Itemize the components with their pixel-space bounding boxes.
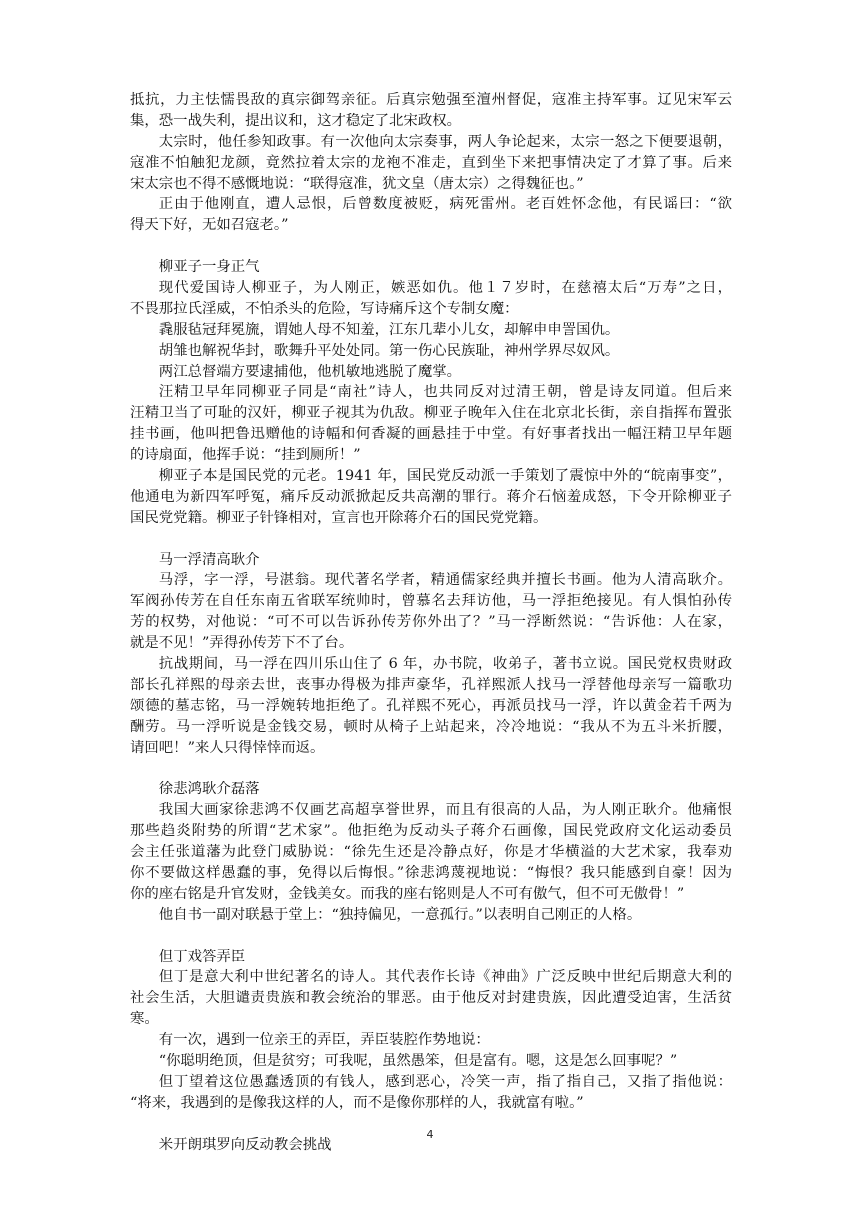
- paragraph: [130, 194, 732, 236]
- text-line: 但丁望着这位愚蠢透顶的有钱人，感到恶心，冷笑一声，指了指自己，又指了指他说：: [158, 1073, 732, 1090]
- text-line: 太宗时，他任参知政事。有一次他向太宗奏事，两人争论起来，太宗一怒之下便要退朝，: [158, 133, 732, 150]
- text-line: 就是不见！”弄得孙传芳下不了台。: [130, 635, 354, 652]
- text-line: 你的座右铭是升官发财，金钱美女。而我的座右铭则是人不可有傲气，但不可无傲骨！”: [130, 885, 685, 902]
- text-line: 酬劳。马一浮听说是金钱交易，顿时从椅子上站起来，冷冷地说：“我从不为五斗米折腰，: [130, 718, 732, 735]
- paragraph: [130, 570, 732, 654]
- section-heading: 柳亚子一身正气: [158, 259, 260, 276]
- text-line: 两江总督端方要逮捕他，他机敏地逃脱了魔掌。: [158, 363, 462, 380]
- text-line: 抗战期间，马一浮在四川乐山住了 6 年，办书院，收弟子，著书立说。国民党权贵财政: [158, 656, 732, 673]
- text-line: 寇准不怕触犯龙颜，竟然拉着太宗的龙袍不准走，直到坐下来把事情决定了才算了事。后来: [130, 154, 732, 171]
- text-line: 国民党党籍。柳亚子针锋相对，宣言也开除蒋介石的国民党党籍。: [130, 509, 548, 526]
- text-line: 颂德的墓志铭，马一浮婉转地拒绝了。孔祥熙不死心，再派员找马一浮，许以黄金若千两为: [130, 697, 732, 714]
- paragraph: [130, 320, 732, 341]
- text-line: 请回吧！”来人只得悻悻而返。: [130, 739, 325, 756]
- section-heading: 米开朗琪罗向反动教会挑战: [158, 1136, 332, 1153]
- paragraph: [130, 466, 732, 529]
- section-gap: [130, 236, 732, 257]
- text-line: 集，恐一战失利，提出议和，这才稳定了北宋政权。: [130, 112, 461, 129]
- text-line: 宋太宗也不得不感慨地说：“联得寇准，犹文皇（唐太宗）之得魏征也。”: [130, 175, 584, 192]
- text-line: 寒。: [130, 1011, 159, 1028]
- text-line: 不畏那拉氏淫威，不怕杀头的危险，写诗痛斥这个专制女魔：: [130, 300, 519, 317]
- paragraph: [130, 654, 732, 758]
- text-line: 我国大画家徐悲鸿不仅画艺高超享誉世界，而且有很高的人品，为人刚正耿介。他痛恨: [158, 802, 732, 819]
- paragraph: [130, 1072, 732, 1114]
- text-line: 他自书一副对联悬于堂上：“独持偏见，一意孤行。”以表明自己刚正的人格。: [158, 906, 642, 923]
- text-line: 胡雏也解祝华封，歌舞升平处处同。第一伤心民族耻，神州学界尽奴风。: [158, 342, 620, 359]
- text-line: 会主任张道藩为此登门威胁说：“徐先生还是冷静点好，你是才华横溢的大艺术家，我奉劝: [130, 844, 732, 861]
- text-line: 军阀孙传芳在自任东南五省联军统帅时，曾慕名去拜访他，马一浮拒绝接见。有人惧怕孙传: [130, 593, 732, 610]
- text-line: 你不要做这样愚蠢的事，免得以后悔恨。”徐悲鸿蔑视地说：“悔恨？我只能感到自豪！因为: [130, 864, 732, 881]
- text-line: 汪精卫当了可耻的汉奸，柳亚子视其为仇敌。柳亚子晚年入住在北京北长街，亲自指挥布置张: [130, 405, 732, 422]
- paragraph: [130, 1051, 732, 1072]
- text-line: 抵抗，力主怯懦畏敌的真宗御驾亲征。后真宗勉强至澶州督促，寇准主持军事。辽见宋军云: [130, 92, 732, 108]
- paragraph: [130, 132, 732, 195]
- section-gap: [130, 759, 732, 780]
- text-line: 挂书画，他叫把鲁迅赠他的诗幅和何香凝的画悬挂于中堂。有好事者找出一幅汪精卫早年题: [130, 426, 732, 443]
- text-line: “将来，我遇到的是像我这样的人，而不是像你那样的人，我就富有啦。”: [130, 1094, 584, 1111]
- text-line: 正由于他刚直，遭人忌恨，后曾数度被贬，病死雷州。老百姓怀念他，有民谣曰：“欲: [158, 196, 732, 213]
- text-line: 那些趋炎附势的所谓“艺术家”。他拒绝为反动头子蒋介石画像，国民党政府文化运动委员: [130, 823, 732, 840]
- section-heading: 徐悲鸿耿介磊落: [158, 781, 260, 798]
- text-line: “你聪明绝顶，但是贫穷；可我呢，虽然愚笨，但是富有。嗯，这是怎么回事呢？”: [158, 1052, 678, 1069]
- text-line: 他通电为新四军呼冤，痛斥反动派掀起反共高潮的罪行。蒋介石恼羞成怒，下令开除柳亚子: [130, 488, 732, 505]
- text-line: 芳的权势，对他说：“可不可以告诉孙传芳你外出了？”马一浮断然说：“告诉他：人在家，: [130, 614, 732, 631]
- section-gap: [130, 529, 732, 550]
- text-line: 现代爱国诗人柳亚子，为人刚正，嫉恶如仇。他１７岁时，在慈禧太后“万寿”之日，: [158, 280, 732, 297]
- section-heading: 马一浮清高耿介: [158, 551, 260, 568]
- paragraph: [130, 905, 732, 926]
- paragraph: [130, 341, 732, 362]
- paragraph: [130, 362, 732, 383]
- text-line: 马浮，字一浮，号湛翁。现代著名学者，精通儒家经典并擅长书画。他为人清高耿介。: [158, 572, 732, 589]
- paragraph: [130, 278, 732, 320]
- text-line: 汪精卫早年同柳亚子同是“南社”诗人，也共同反对过清王朝，曾是诗友同道。但后来: [158, 384, 732, 401]
- section-gap: [130, 926, 732, 947]
- text-line: 部长孔祥熙的母亲去世，丧事办得极为排声豪华，孔祥熙派人找马一浮替他母亲写一篇歌功: [130, 676, 732, 693]
- paragraph: [130, 1030, 732, 1051]
- section-heading: 但丁戏答弄臣: [158, 948, 246, 965]
- paragraph: [130, 382, 732, 466]
- paragraph: [130, 800, 732, 904]
- text-line: 柳亚子本是国民党的元老。1941 年，国民党反动派一手策划了震惊中外的“皖南事变”，: [158, 468, 732, 485]
- article-body: [130, 90, 732, 1155]
- text-line: 得天下好，无如召寇老。”: [130, 217, 289, 234]
- text-line: 毳服毡冠拜冕旒，谓她人母不知羞，江东几辈小儿女，却解申申詈国仇。: [158, 321, 620, 338]
- text-line: 但丁是意大利中世纪著名的诗人。其代表作长诗《神曲》广泛反映中世纪后期意大利的: [158, 969, 732, 986]
- text-line: 的诗扇面，他挥手说：“挂到厕所！”: [130, 447, 361, 464]
- text-line: 有一次，遇到一位亲王的弄臣，弄臣装腔作势地说：: [158, 1032, 490, 1049]
- page-number: 4: [426, 1128, 434, 1141]
- paragraph: [130, 90, 732, 132]
- paragraph: [130, 967, 732, 1030]
- text-line: 社会生活，大胆谴责贵族和教会统治的罪恶。由于他反对封建贵族，因此遭受迫害，生活贫: [130, 990, 732, 1007]
